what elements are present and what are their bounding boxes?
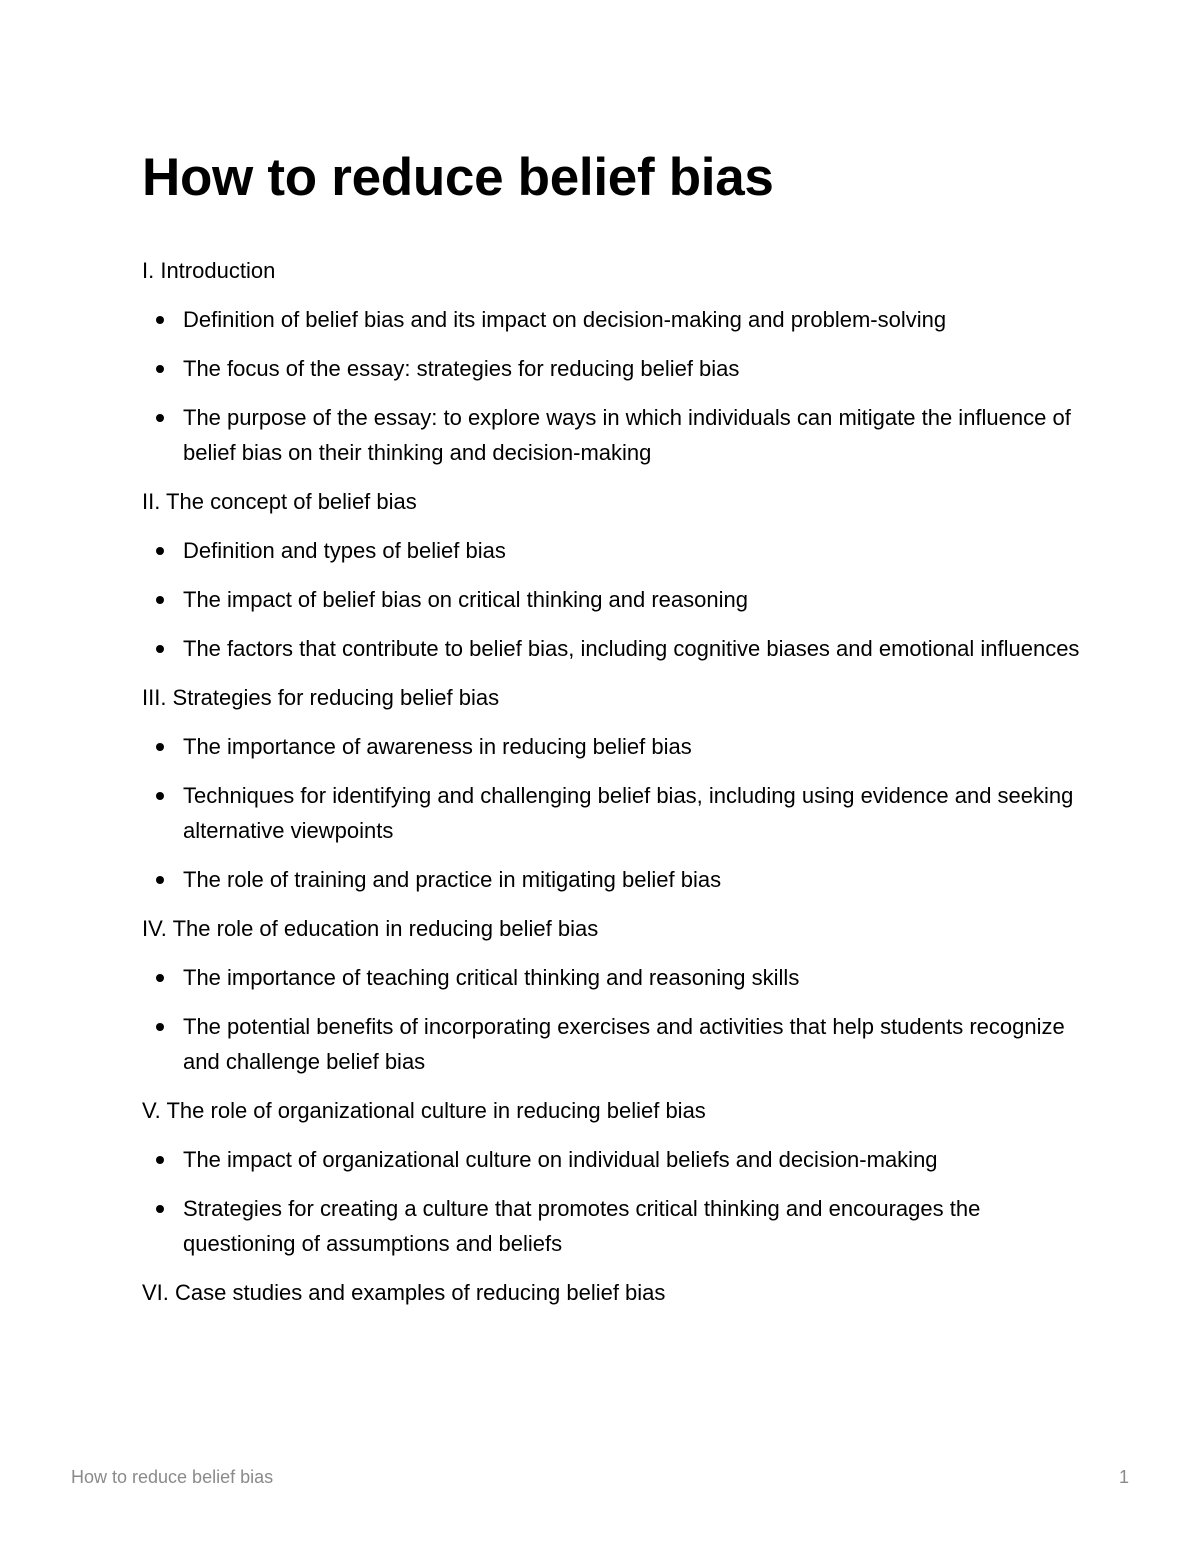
list-item: [142, 1009, 1082, 1079]
bullet-icon: [156, 645, 164, 653]
list-item: [142, 631, 1082, 666]
bullet-list: [142, 960, 1082, 1079]
section-heading: VI. Case studies and examples of reducing belief bias: [142, 1280, 666, 1305]
bullet-icon: [156, 743, 164, 751]
section-heading: IV. The role of education in reducing belief bias: [142, 916, 599, 941]
list-item-text: Definition and types of belief bias: [183, 538, 506, 563]
list-item: [142, 862, 1082, 897]
bullet-icon: [156, 876, 164, 884]
section-concept: [142, 484, 1082, 666]
footer-document-title: How to reduce belief bias: [71, 1467, 274, 1487]
list-item-text: The impact of belief bias on critical thinking and reasoning: [183, 587, 748, 612]
bullet-icon: [156, 1023, 164, 1031]
section-heading: II. The concept of belief bias: [142, 489, 417, 514]
section-heading: V. The role of organizational culture in reducing belief bias: [142, 1098, 706, 1123]
list-item-text: The potential benefits of incorporating exercises and activities that help students recognize and challenge belief bias: [183, 1014, 1065, 1074]
bullet-icon: [156, 596, 164, 604]
list-item: [142, 729, 1082, 764]
bullet-icon: [156, 1156, 164, 1164]
list-item: [142, 533, 1082, 568]
bullet-list: [142, 729, 1082, 897]
section-strategies: [142, 680, 1082, 897]
list-item-text: The purpose of the essay: to explore ways in which individuals can mitigate the influence of belief bias on their thinking and decision-making: [183, 405, 1071, 465]
bullet-icon: [156, 365, 164, 373]
list-item: [142, 351, 1082, 386]
bullet-icon: [156, 1205, 164, 1213]
section-education: [142, 911, 1082, 1079]
bullet-icon: [156, 316, 164, 324]
list-item-text: The focus of the essay: strategies for reducing belief bias: [183, 356, 740, 381]
section-case-studies: [142, 1275, 1082, 1310]
bullet-list: [142, 302, 1082, 470]
list-item-text: The impact of organizational culture on individual beliefs and decision-making: [183, 1147, 938, 1172]
section-introduction: [142, 253, 1082, 470]
section-heading: I. Introduction: [142, 258, 276, 283]
bullet-icon: [156, 414, 164, 422]
bullet-list: [142, 533, 1082, 666]
list-item: [142, 400, 1082, 470]
page-title: How to reduce belief bias: [142, 148, 774, 207]
list-item-text: The importance of awareness in reducing belief bias: [183, 734, 692, 759]
list-item-text: The importance of teaching critical thinking and reasoning skills: [183, 965, 800, 990]
list-item: [142, 960, 1082, 995]
bullet-icon: [156, 792, 164, 800]
list-item-text: Strategies for creating a culture that promotes critical thinking and encourages the questioning of assumptions and beliefs: [183, 1196, 981, 1256]
footer-page-number: 1: [1118, 1467, 1129, 1487]
list-item: [142, 302, 1082, 337]
list-item: [142, 1142, 1082, 1177]
list-item-text: Techniques for identifying and challenging belief bias, including using evidence and seeking alternative viewpoints: [183, 783, 1074, 843]
bullet-list: [142, 1142, 1082, 1261]
outline-content: [142, 253, 1082, 1324]
list-item: [142, 582, 1082, 617]
list-item: [142, 778, 1082, 848]
section-organizational-culture: [142, 1093, 1082, 1261]
list-item-text: Definition of belief bias and its impact on decision-making and problem-solving: [183, 307, 947, 332]
list-item-text: The factors that contribute to belief bias, including cognitive biases and emotional influences: [183, 636, 1080, 661]
bullet-icon: [156, 974, 164, 982]
list-item: [142, 1191, 1082, 1261]
bullet-icon: [156, 547, 164, 555]
section-heading: III. Strategies for reducing belief bias: [142, 685, 500, 710]
list-item-text: The role of training and practice in mitigating belief bias: [183, 867, 722, 892]
